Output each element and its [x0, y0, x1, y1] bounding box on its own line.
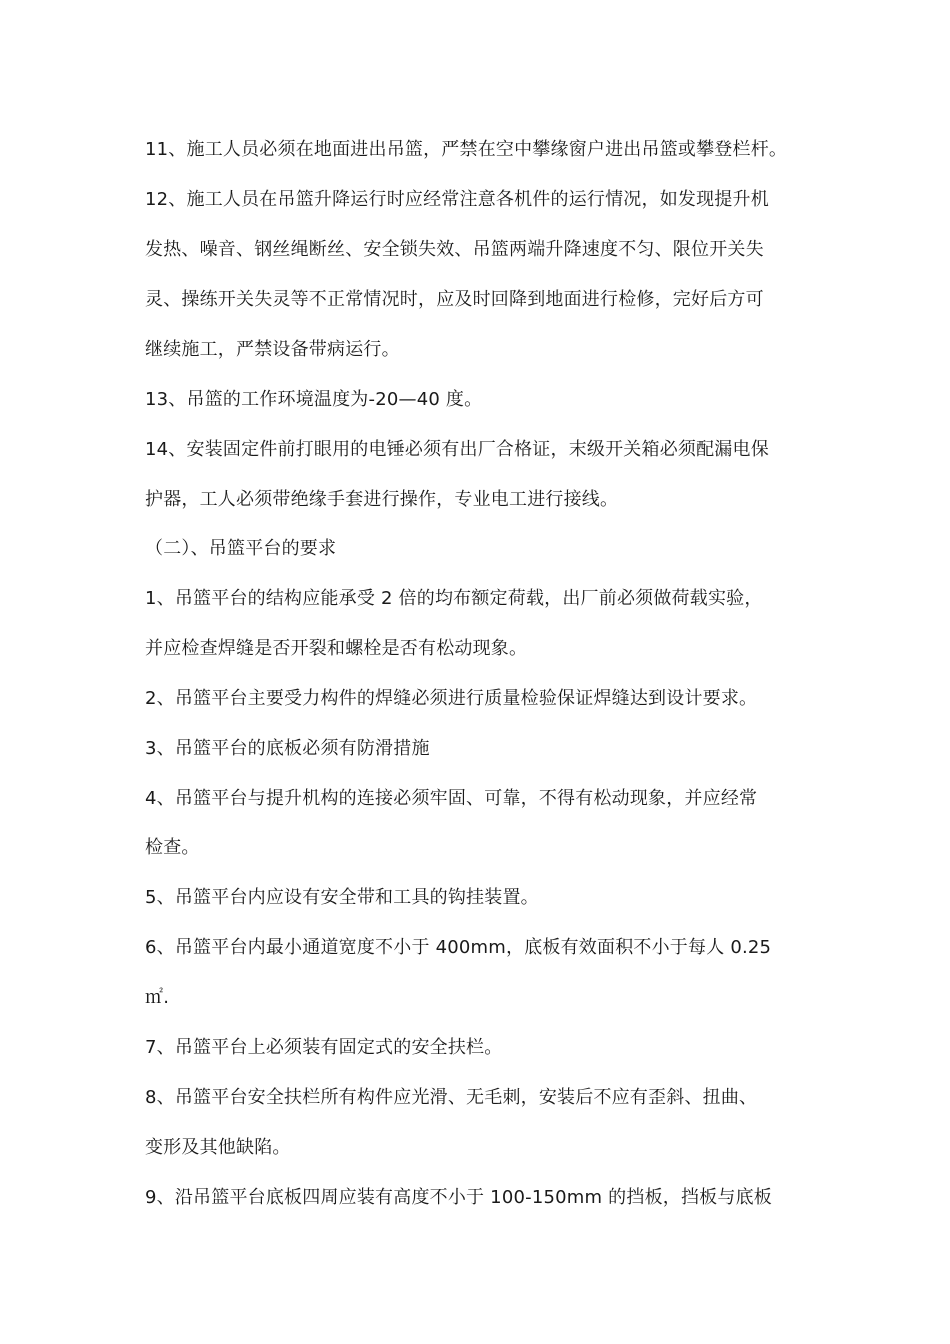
section-heading: （二）、吊篮平台的要求 — [145, 538, 337, 559]
text-line: 1、吊篮平台的结构应能承受 2 倍的均布额定荷载，出厂前必须做荷载实验， — [145, 588, 763, 609]
text-line: ㎡. — [145, 987, 170, 1008]
text-line: 13、吊篮的工作环境温度为-20—40 度。 — [145, 389, 483, 410]
text-line: 变形及其他缺陷。 — [145, 1137, 291, 1158]
text-line: 护器，工人必须带绝缘手套进行操作，专业电工进行接线。 — [145, 489, 619, 510]
text-line: 3、吊篮平台的底板必须有防滑措施 — [145, 738, 430, 759]
text-line: 5、吊篮平台内应设有安全带和工具的钩挂装置。 — [145, 887, 539, 908]
text-line: 7、吊篮平台上必须装有固定式的安全扶栏。 — [145, 1037, 503, 1058]
text-line: 继续施工，严禁设备带病运行。 — [145, 339, 400, 360]
text-line: 并应检查焊缝是否开裂和螺栓是否有松动现象。 — [145, 638, 528, 659]
text-line: 灵、操练开关失灵等不正常情况时，应及时回降到地面进行检修，完好后方可 — [145, 289, 764, 310]
text-line: 2、吊篮平台主要受力构件的焊缝必须进行质量检验保证焊缝达到设计要求。 — [145, 688, 758, 709]
text-line: 11、施工人员必须在地面进出吊篮，严禁在空中攀缘窗户进出吊篮或攀登栏杆。 — [145, 139, 788, 160]
text-line: 9、沿吊篮平台底板四周应装有高度不小于 100-150mm 的挡板，挡板与底板 — [145, 1187, 772, 1208]
text-line: 4、吊篮平台与提升机构的连接必须牢固、可靠，不得有松动现象，并应经常 — [145, 788, 758, 809]
text-line: 发热、噪音、钢丝绳断丝、安全锁失效、吊篮两端升降速度不匀、限位开关失 — [145, 239, 764, 260]
text-line: 6、吊篮平台内最小通道宽度不小于 400mm，底板有效面积不小于每人 0.25 — [145, 937, 772, 958]
text-line: 检查。 — [145, 837, 200, 858]
text-line: 12、施工人员在吊篮升降运行时应经常注意各机件的运行情况，如发现提升机 — [145, 189, 769, 210]
text-line: 14、安装固定件前打眼用的电锤必须有出厂合格证，末级开关箱必须配漏电保 — [145, 439, 769, 460]
text-line: 8、吊篮平台安全扶栏所有构件应光滑、无毛刺，安装后不应有歪斜、扭曲、 — [145, 1087, 758, 1108]
